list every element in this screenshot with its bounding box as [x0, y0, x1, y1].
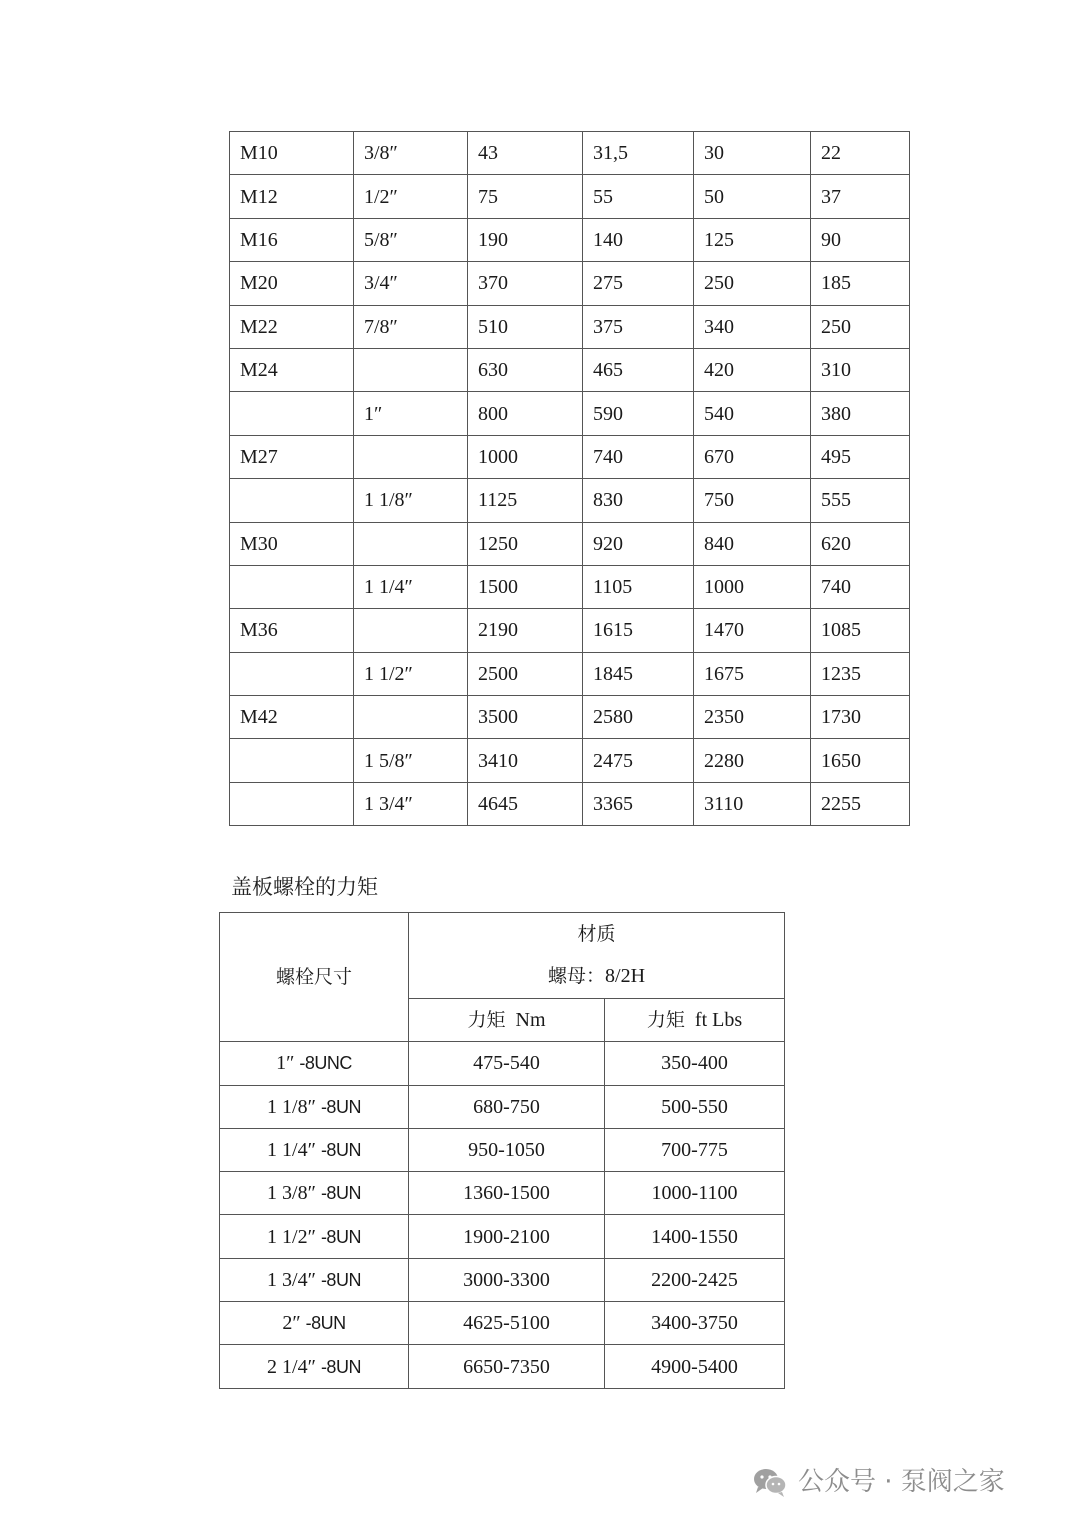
- bolt-size-value: 1″: [276, 1052, 295, 1075]
- inch-size-cell: 7/8″: [354, 305, 468, 348]
- torque-ft-cell: 500-550: [605, 1085, 785, 1128]
- torque-1-cell: 1500: [468, 565, 583, 608]
- table-row: [220, 1172, 785, 1215]
- wechat-icon: [752, 1466, 788, 1498]
- watermark: [752, 1466, 1005, 1498]
- table-row: [230, 175, 910, 218]
- watermark-text: 公众号 · 泵阀之家: [798, 1467, 1005, 1497]
- torque-1-cell: 630: [468, 348, 583, 391]
- torque-nm-cell: 950-1050: [409, 1128, 605, 1171]
- table-row: [220, 1128, 785, 1171]
- torque-ft-header: [605, 999, 785, 1042]
- thread-spec: -8UN: [320, 1356, 361, 1377]
- torque-nm-cell: 4625-5100: [409, 1302, 605, 1345]
- metric-size-cell: M20: [230, 262, 354, 305]
- torque-1-cell: 2500: [468, 652, 583, 695]
- torque-1-cell: 3500: [468, 696, 583, 739]
- torque-3-cell: 840: [694, 522, 811, 565]
- inch-size-cell: [354, 522, 468, 565]
- table-row: [230, 565, 910, 608]
- inch-size-cell: 1 1/4″: [354, 565, 468, 608]
- inch-size-cell: 1″: [354, 392, 468, 435]
- table-row: [230, 609, 910, 652]
- torque-3-cell: 30: [694, 132, 811, 175]
- table-row: [220, 1085, 785, 1128]
- torque-nm-cell: 475-540: [409, 1042, 605, 1085]
- torque-ft-cell: 1400-1550: [605, 1215, 785, 1258]
- table-row: [230, 218, 910, 261]
- torque-4-cell: 310: [811, 348, 910, 391]
- bolt-size-value: 1 3/4″: [267, 1268, 316, 1291]
- torque-1-cell: 1000: [468, 435, 583, 478]
- material-label: 材质: [577, 923, 616, 945]
- bolt-size-value: 1 3/8″: [267, 1182, 316, 1205]
- torque-ft-cell: 4900-5400: [605, 1345, 785, 1388]
- torque-nm-cell: 680-750: [409, 1085, 605, 1128]
- table-row: [230, 652, 910, 695]
- table-row: [230, 262, 910, 305]
- inch-size-cell: [354, 435, 468, 478]
- torque-3-cell: 250: [694, 262, 811, 305]
- torque-2-cell: 590: [583, 392, 694, 435]
- table-row: [230, 739, 910, 782]
- torque-ft-cell: 3400-3750: [605, 1302, 785, 1345]
- bolt-size-value: 2 1/4″: [267, 1355, 316, 1378]
- thread-spec: -8UN: [320, 1096, 361, 1117]
- metric-size-cell: M10: [230, 132, 354, 175]
- inch-size-cell: 1 1/2″: [354, 652, 468, 695]
- torque-4-cell: 1730: [811, 696, 910, 739]
- torque-2-cell: 2580: [583, 696, 694, 739]
- torque-3-cell: 1470: [694, 609, 811, 652]
- inch-size-cell: 5/8″: [354, 218, 468, 261]
- torque-2-cell: 830: [583, 479, 694, 522]
- torque-nm-cell: 1360-1500: [409, 1172, 605, 1215]
- inch-size-cell: 3/8″: [354, 132, 468, 175]
- metric-size-cell: [230, 392, 354, 435]
- bolt-size-cell: [220, 1128, 409, 1171]
- torque-nm-label: 力矩: [467, 1009, 506, 1032]
- metric-size-cell: M22: [230, 305, 354, 348]
- inch-size-cell: 1/2″: [354, 175, 468, 218]
- nut-value: 8/2H: [605, 965, 646, 987]
- torque-3-cell: 1000: [694, 565, 811, 608]
- thread-spec: -8UN: [320, 1226, 361, 1247]
- cover-bolt-torque-caption: 盖板螺栓的力矩: [231, 875, 378, 899]
- bolt-size-cell: [220, 1345, 409, 1388]
- thread-spec: -8UN: [320, 1183, 361, 1204]
- torque-nm-header: [409, 999, 605, 1042]
- torque-2-cell: 31,5: [583, 132, 694, 175]
- inch-size-cell: [354, 348, 468, 391]
- inch-size-cell: [354, 696, 468, 739]
- torque-2-cell: 1105: [583, 565, 694, 608]
- torque-4-cell: 2255: [811, 782, 910, 825]
- metric-size-cell: M30: [230, 522, 354, 565]
- inch-size-cell: 1 5/8″: [354, 739, 468, 782]
- torque-nm-cell: 3000-3300: [409, 1258, 605, 1301]
- torque-1-cell: 190: [468, 218, 583, 261]
- torque-2-cell: 2475: [583, 739, 694, 782]
- nut-label: 螺母：: [548, 965, 606, 987]
- torque-4-cell: 1235: [811, 652, 910, 695]
- table-row: [220, 1302, 785, 1345]
- header-row: [220, 913, 785, 999]
- bolt-size-value: 2″: [282, 1312, 301, 1335]
- torque-ft-label: 力矩: [646, 1009, 685, 1032]
- torque-1-cell: 4645: [468, 782, 583, 825]
- torque-4-cell: 250: [811, 305, 910, 348]
- table-row: [230, 435, 910, 478]
- torque-3-cell: 750: [694, 479, 811, 522]
- torque-4-cell: 185: [811, 262, 910, 305]
- torque-1-cell: 800: [468, 392, 583, 435]
- torque-ft-cell: 700-775: [605, 1128, 785, 1171]
- inch-size-cell: 3/4″: [354, 262, 468, 305]
- torque-1-cell: 43: [468, 132, 583, 175]
- torque-3-cell: 340: [694, 305, 811, 348]
- torque-2-cell: 140: [583, 218, 694, 261]
- metric-size-cell: M27: [230, 435, 354, 478]
- bolt-size-cell: [220, 1215, 409, 1258]
- table-row: [230, 305, 910, 348]
- thread-spec: -8UNC: [299, 1053, 352, 1074]
- torque-3-cell: 420: [694, 348, 811, 391]
- metric-size-cell: M42: [230, 696, 354, 739]
- metric-size-cell: [230, 739, 354, 782]
- torque-4-cell: 620: [811, 522, 910, 565]
- torque-4-cell: 90: [811, 218, 910, 261]
- cover-bolt-torque-header: [220, 913, 785, 1042]
- bolt-size-header: 螺栓尺寸: [220, 913, 409, 1042]
- bolt-size-cell: [220, 1042, 409, 1085]
- table-row: [220, 1042, 785, 1085]
- torque-3-cell: 540: [694, 392, 811, 435]
- table-row: [230, 132, 910, 175]
- torque-1-cell: 1125: [468, 479, 583, 522]
- torque-ft-unit: ft Lbs: [694, 1009, 743, 1032]
- torque-3-cell: 50: [694, 175, 811, 218]
- torque-4-cell: 495: [811, 435, 910, 478]
- nut-spec: [409, 966, 784, 986]
- torque-3-cell: 2280: [694, 739, 811, 782]
- material-header: [409, 913, 785, 999]
- torque-1-cell: 510: [468, 305, 583, 348]
- bolt-size-value: 1 1/8″: [267, 1095, 316, 1118]
- bolt-size-value: 1 1/2″: [267, 1225, 316, 1248]
- table-row: [220, 1258, 785, 1301]
- torque-4-cell: 555: [811, 479, 910, 522]
- torque-4-cell: 22: [811, 132, 910, 175]
- torque-2-cell: 3365: [583, 782, 694, 825]
- bolt-size-cell: [220, 1302, 409, 1345]
- torque-4-cell: 37: [811, 175, 910, 218]
- table-row: [230, 348, 910, 391]
- torque-2-cell: 1615: [583, 609, 694, 652]
- table-row: [220, 1345, 785, 1388]
- torque-2-cell: 1845: [583, 652, 694, 695]
- metric-size-cell: [230, 479, 354, 522]
- bolt-size-cell: [220, 1085, 409, 1128]
- torque-1-cell: 370: [468, 262, 583, 305]
- torque-2-cell: 375: [583, 305, 694, 348]
- bolt-size-cell: [220, 1258, 409, 1301]
- table-row: [230, 696, 910, 739]
- torque-4-cell: 1650: [811, 739, 910, 782]
- torque-table-body: [230, 132, 910, 826]
- torque-table: [229, 131, 910, 826]
- torque-3-cell: 1675: [694, 652, 811, 695]
- torque-2-cell: 465: [583, 348, 694, 391]
- table-row: [230, 392, 910, 435]
- metric-size-cell: M12: [230, 175, 354, 218]
- torque-4-cell: 1085: [811, 609, 910, 652]
- metric-size-cell: M24: [230, 348, 354, 391]
- torque-nm-cell: 6650-7350: [409, 1345, 605, 1388]
- bolt-size-cell: [220, 1172, 409, 1215]
- metric-size-cell: M16: [230, 218, 354, 261]
- table-row: [230, 782, 910, 825]
- inch-size-cell: 1 1/8″: [354, 479, 468, 522]
- torque-ft-cell: 2200-2425: [605, 1258, 785, 1301]
- table-row: [230, 522, 910, 565]
- torque-4-cell: 380: [811, 392, 910, 435]
- torque-2-cell: 55: [583, 175, 694, 218]
- thread-spec: -8UN: [320, 1269, 361, 1290]
- table-row: [220, 1215, 785, 1258]
- torque-3-cell: 2350: [694, 696, 811, 739]
- torque-ft-cell: 350-400: [605, 1042, 785, 1085]
- torque-1-cell: 3410: [468, 739, 583, 782]
- torque-nm-unit: Nm: [515, 1009, 546, 1032]
- metric-size-cell: [230, 652, 354, 695]
- torque-nm-cell: 1900-2100: [409, 1215, 605, 1258]
- torque-3-cell: 125: [694, 218, 811, 261]
- inch-size-cell: [354, 609, 468, 652]
- torque-2-cell: 275: [583, 262, 694, 305]
- thread-spec: -8UN: [305, 1313, 346, 1334]
- metric-size-cell: [230, 565, 354, 608]
- thread-spec: -8UN: [320, 1140, 361, 1161]
- torque-3-cell: 670: [694, 435, 811, 478]
- torque-4-cell: 740: [811, 565, 910, 608]
- cover-bolt-torque-table: [219, 912, 785, 1389]
- bolt-size-value: 1 1/4″: [267, 1139, 316, 1162]
- inch-size-cell: 1 3/4″: [354, 782, 468, 825]
- torque-2-cell: 740: [583, 435, 694, 478]
- torque-ft-cell: 1000-1100: [605, 1172, 785, 1215]
- table-row: [230, 479, 910, 522]
- metric-size-cell: M36: [230, 609, 354, 652]
- metric-size-cell: [230, 782, 354, 825]
- torque-2-cell: 920: [583, 522, 694, 565]
- torque-1-cell: 75: [468, 175, 583, 218]
- torque-3-cell: 3110: [694, 782, 811, 825]
- torque-1-cell: 1250: [468, 522, 583, 565]
- cover-bolt-torque-body: [220, 1042, 785, 1388]
- torque-1-cell: 2190: [468, 609, 583, 652]
